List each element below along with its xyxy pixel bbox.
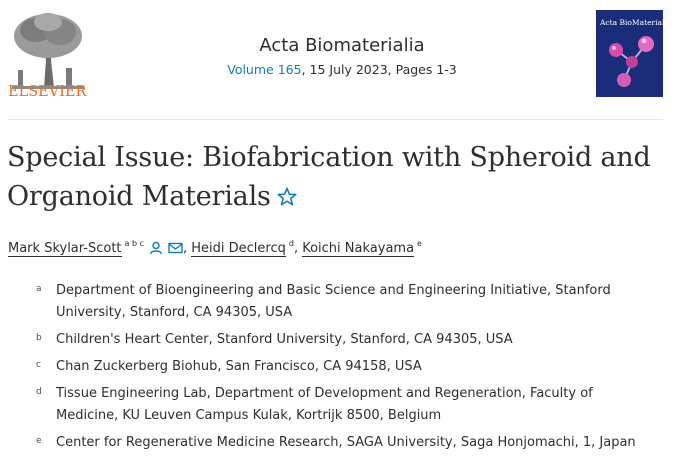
affiliation-text: Chan Zuckerberg Biohub, San Francisco, CA 94158, USA [56,359,422,374]
affiliation-item [36,280,656,324]
affiliation-letter: d [36,387,42,397]
affiliation-letter: b [36,333,42,343]
affiliation-letter: c [36,360,41,370]
star-icon[interactable] [276,186,298,208]
author-affiliation-refs[interactable]: d [288,239,294,248]
author-affiliation-refs[interactable]: a b c [124,239,144,248]
journal-header [0,34,684,77]
issue-info [0,62,684,77]
article-title [7,138,667,216]
header-divider [8,119,663,120]
article-title-text: Special Issue: Biofabrication with Spheroid and Organoid Materials [7,142,651,212]
author-separator: , [183,241,192,256]
volume-link[interactable]: Volume 165 [227,62,302,77]
issue-details: , 15 July 2023, Pages 1-3 [301,62,457,77]
affiliation-text: Department of Bioengineering and Basic Science and Engineering Initiative, Stanford University, Stanford, CA 94305, USA [56,283,611,320]
cover-title: Acta BioMaterialia [600,18,672,27]
affiliation-letter: e [36,436,42,446]
affiliation-item [36,356,656,378]
affiliation-item [36,432,656,454]
author-separator: , [293,241,303,256]
affiliation-item [36,329,656,351]
affiliation-item [36,383,656,427]
person-icon[interactable] [149,241,163,255]
affiliation-letter: a [36,284,42,294]
author-affiliation-refs[interactable]: e [417,239,422,248]
journal-title[interactable]: Acta Biomaterialia [259,35,425,56]
affiliation-list [36,280,656,459]
affiliation-text: Tissue Engineering Lab, Department of Development and Regeneration, Faculty of Medicine, KU Leuven Campus Kulak, Kortrijk 8500, Belgium [56,386,593,423]
affiliation-text: Center for Regenerative Medicine Research, SAGA University, Saga Honjomachi, 1, Japan [56,435,636,450]
publisher-name: ELSEVIER [8,84,87,100]
email-icon[interactable] [168,241,183,255]
author-link[interactable]: Mark Skylar-Scott [8,241,122,256]
journal-cover-image[interactable] [596,10,672,97]
author-link[interactable]: Koichi Nakayama [302,241,415,256]
affiliation-text: Children's Heart Center, Stanford University, Stanford, CA 94305, USA [56,332,513,347]
author-list [8,234,668,259]
molecule-graphic [596,10,663,97]
author-link[interactable]: Heidi Declercq [191,241,286,256]
